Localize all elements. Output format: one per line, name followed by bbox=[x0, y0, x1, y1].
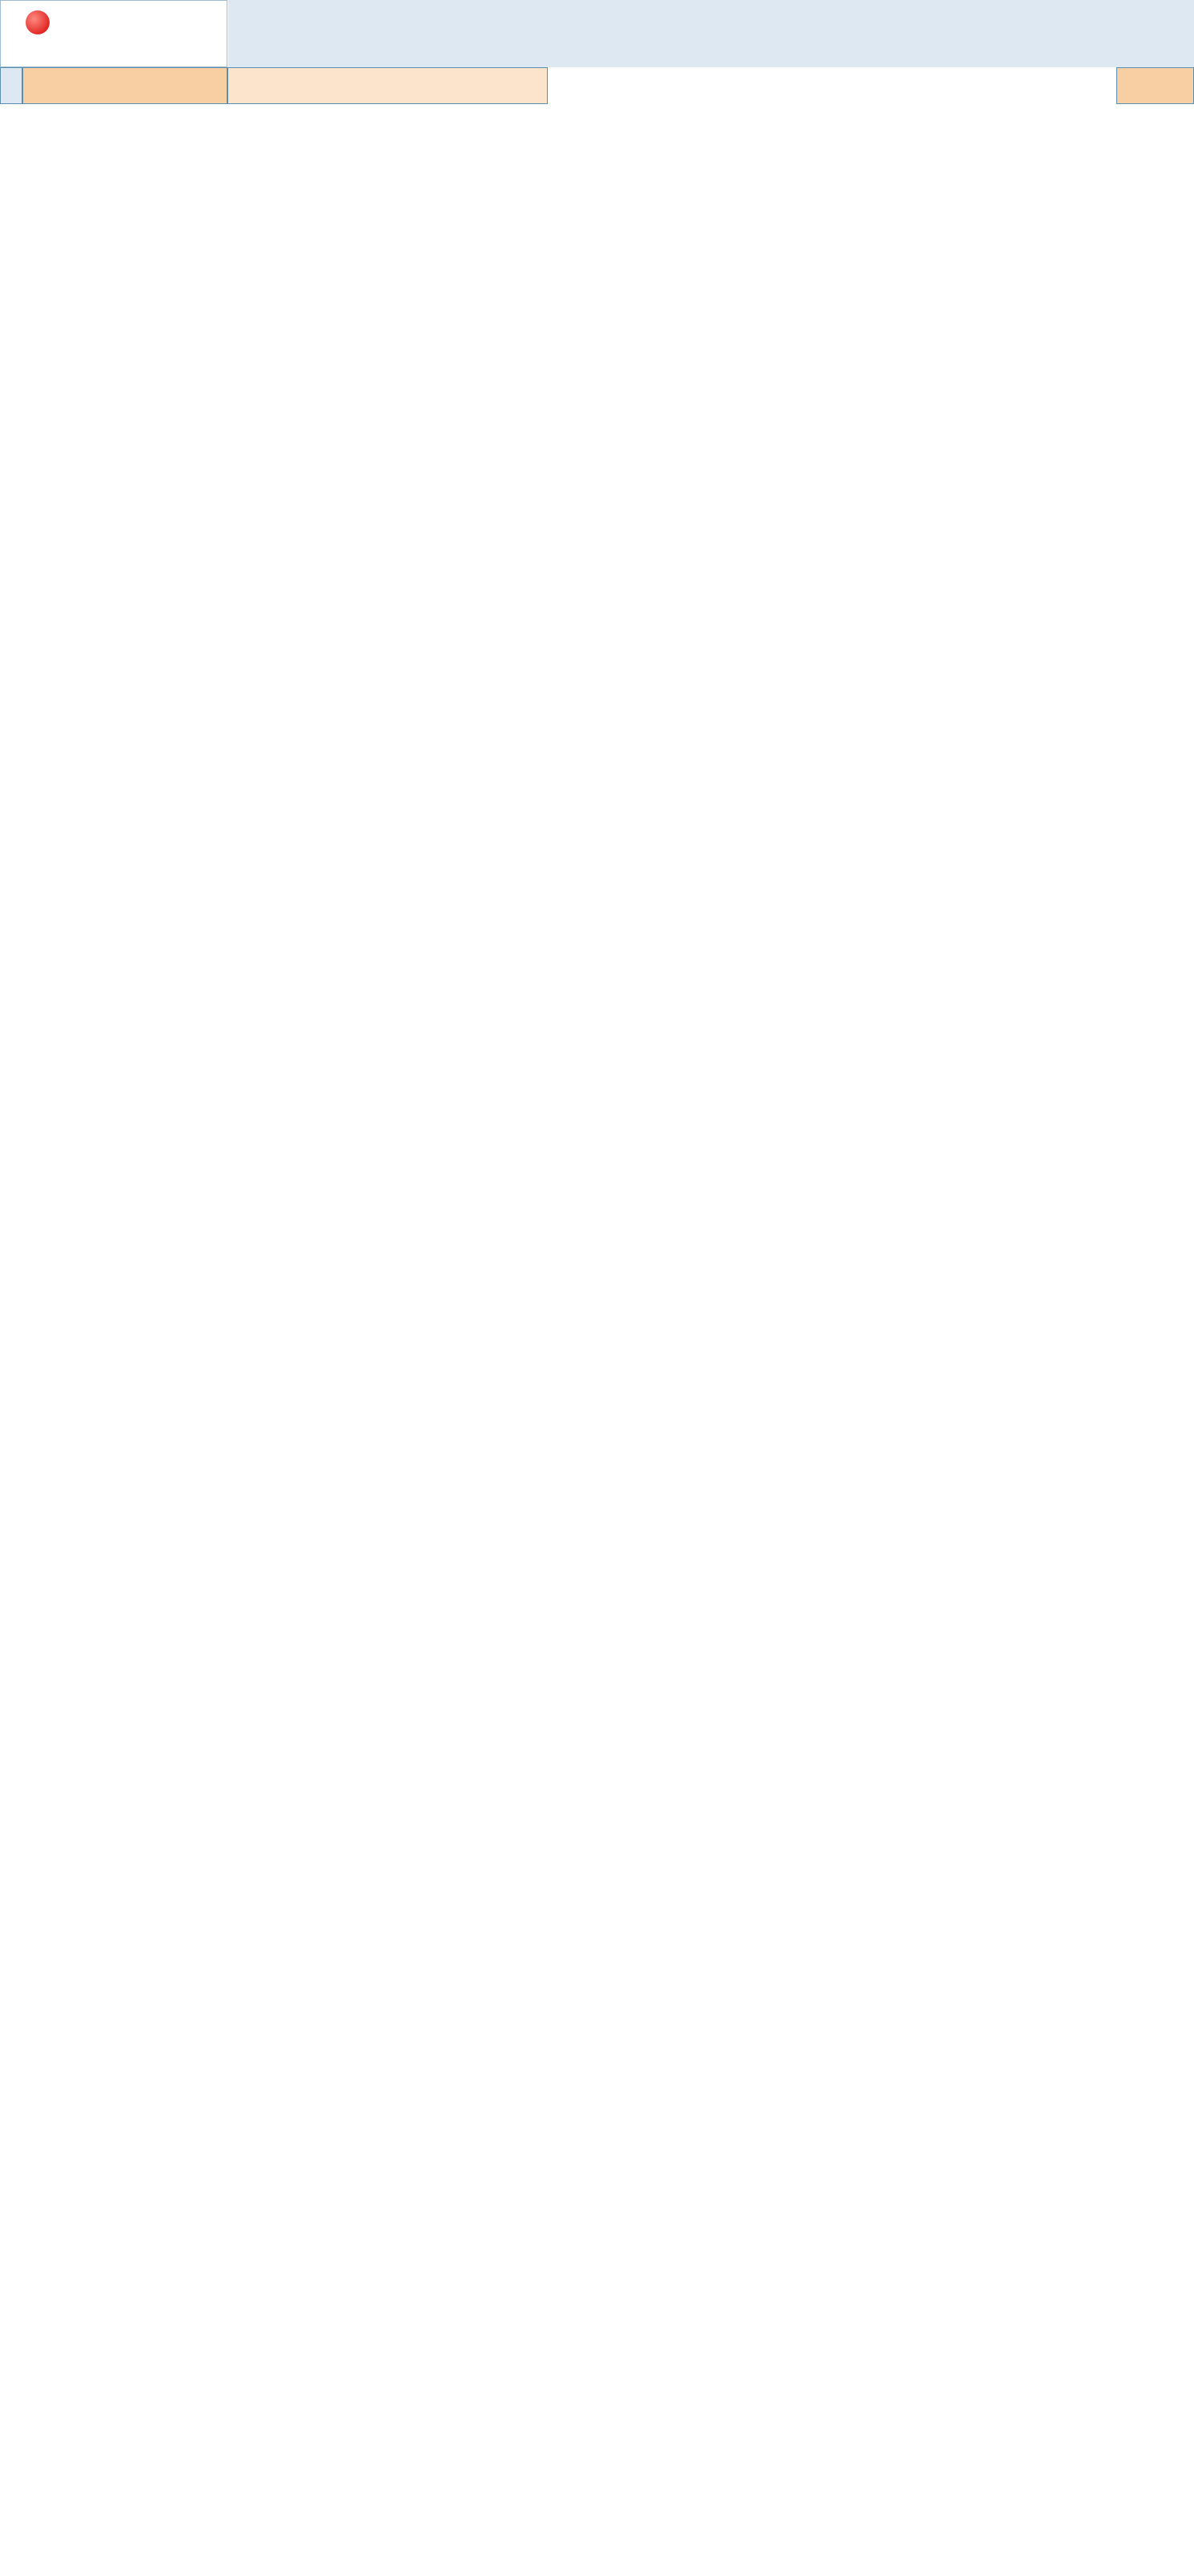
header-tt bbox=[0, 67, 22, 104]
site-logo[interactable] bbox=[0, 0, 227, 67]
month-title bbox=[228, 21, 1194, 67]
report-banner bbox=[228, 0, 1194, 22]
lottery-ball-icon bbox=[26, 10, 50, 34]
header-dan bbox=[227, 67, 548, 104]
header-total bbox=[1116, 67, 1194, 104]
logo-wordmark bbox=[25, 6, 50, 40]
header-member bbox=[22, 67, 227, 104]
